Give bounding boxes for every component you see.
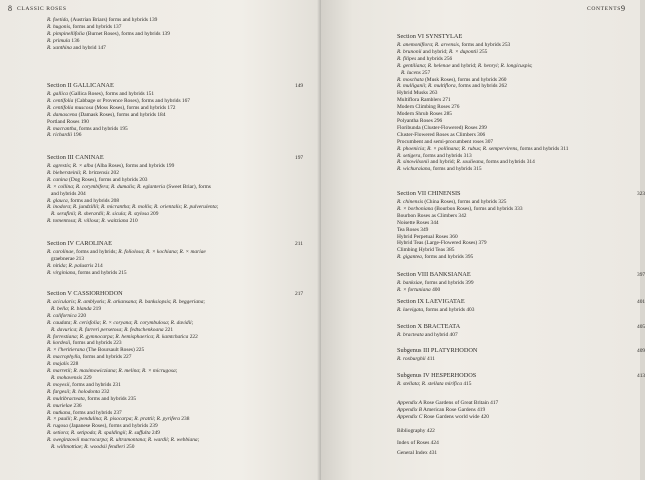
section-page-ref: 401 <box>637 299 645 305</box>
contents-entry: R. californica 220 <box>47 312 87 319</box>
contents-entry: Multiflora Ramblers 271 <box>397 97 451 104</box>
contents-entry: Appendix A Rose Gardens of Great Britain 417 <box>397 400 499 406</box>
contents-entry: R. chinensis (China Roses), forms and hybrids 325 <box>397 199 507 205</box>
left-running-head: CLASSIC ROSES <box>17 6 67 12</box>
contents-entry: General Index 431 <box>397 450 438 456</box>
contents-entry: R. stellata; R. stellata mirifica 415 <box>397 381 472 387</box>
section-title: Section III CANINAE <box>47 154 104 161</box>
section-banksianae <box>397 271 645 294</box>
contents-entry: Portland Roses 190 <box>47 118 89 125</box>
contents-entry: R. × l'heritierana (The Boursault Roses) 225 <box>47 347 145 354</box>
contents-entry: Modern Shrub Roses 285 <box>397 111 452 118</box>
contents-entry: Modern Climbing Roses 276 <box>397 104 460 111</box>
contents-entry: R. mohavensis 229 <box>51 374 92 381</box>
section-bibliography <box>397 428 633 435</box>
section-title: Section VIII BANKSIANAE <box>397 271 471 278</box>
section-page-ref: 197 <box>295 155 304 161</box>
section-appendices <box>397 400 633 421</box>
right-page-number: 9 <box>621 4 625 13</box>
contents-entry: R. bracteata and hybrid 407 <box>397 332 458 338</box>
left-page-number: 8 <box>8 4 12 13</box>
contents-entry: R. kordesii, forms and hybrids 223 <box>47 340 122 347</box>
contents-entry: Hybrid Teas (Large-Flowered Roses) 379 <box>397 240 487 247</box>
left-page <box>0 0 321 480</box>
section-page-ref: 409 <box>637 348 645 354</box>
section-synstylae <box>397 33 633 173</box>
contents-entry: R. xanthina and hybrid 147 <box>47 44 106 51</box>
contents-entry: R. × collina; R. corymbifera; R. dumalis; R. eglanteria (Sweet Briar), forms <box>47 183 211 190</box>
contents-entry: R. glauca, forms and hybrids 208 <box>47 197 120 204</box>
contents-entry: R. sweginzowii macrocarpa; R. ultramontana; R. wardii; R. webbiana; <box>47 437 200 444</box>
contents-entry: Floribunda (Cluster-Flowered) Roses 299 <box>397 124 487 131</box>
contents-entry: R. murielae 236 <box>47 402 82 409</box>
contents-entry: R. moschata (Musk Roses), forms and hybrids 260 <box>397 76 507 83</box>
contents-entry: R. filipes and hybrids 256 <box>397 55 453 62</box>
contents-entry: R. setiora; R. setipoda; R. spaldingii; R. suffulta 249 <box>47 430 160 437</box>
contents-entry: Hybrid Perpetual Roses 360 <box>397 233 458 240</box>
contents-entry: R. nutkana, forms and hybrids 237 <box>47 409 122 416</box>
contents-entry: R. roxburghii 411 <box>397 356 435 362</box>
contents-entry: R. biebersteinii; R. britzensis 202 <box>47 169 119 176</box>
contents-entry: R. davurica; R. farreri persetosa; R. fedtschenkoana 221 <box>51 326 174 333</box>
section-title: Subgenus III PLATYRHODON <box>397 347 478 354</box>
contents-entry: R. inodora; R. jundzillii; R. micrantha; R. mollis; R. orientalis; R. pulverulenta; <box>47 204 219 211</box>
contents-entry: R. anemoniflora; R. arvensis, forms and hybrids 253 <box>397 42 511 48</box>
contents-entry: R. multibracteata, forms and hybrids 235 <box>47 395 137 402</box>
contents-entry: R. sinowilsonii and hybrid; R. soulieana, forms and hybrids 314 <box>397 159 535 166</box>
section-title: Section IX LAEVIGATAE <box>397 298 465 305</box>
section-page-ref: 217 <box>295 291 304 297</box>
contents-entry: R. tomentosa; R. villosa; R. waitziana 210 <box>47 218 138 225</box>
contents-entry: R. virginiana, forms and hybrids 215 <box>47 269 127 276</box>
contents-entry: Noisette Roses 344 <box>397 219 439 226</box>
contents-entry: R. macrantha, forms and hybrids 195 <box>47 125 128 132</box>
section-title: Section VII CHINENSIS <box>397 190 461 197</box>
contents-entry: R. richardii 196 <box>47 132 82 139</box>
section-title: Section II GALLICANAE <box>47 82 114 89</box>
section-top <box>47 17 309 52</box>
contents-entry: Tea Roses 349 <box>397 226 429 233</box>
contents-entry: R. rugosa (Japanese Roses), forms and hybrids 239 <box>47 423 158 430</box>
section-page-ref: 323 <box>637 191 645 197</box>
contents-entry: R. centifolia (Cabbage or Provence Roses), forms and hybrids 167 <box>47 97 190 104</box>
contents-entry: R. bella; R. blanda 219 <box>51 305 102 312</box>
contents-entry: R. forrestiana; R. gymnocarpa; R. hemisphaerica; R. kamtchatica 222 <box>47 333 198 340</box>
section-caninae <box>47 154 309 225</box>
contents-entry: Hybrid Musks 263 <box>397 90 438 97</box>
contents-entry: R. phoenicia; R. × pollinana; R. rubus; R. sempervirens, forms and hybrids 311 <box>397 145 569 152</box>
section-platyrhodon <box>397 347 645 363</box>
section-cassiorhodon <box>47 290 309 451</box>
section-page-ref: 413 <box>637 373 645 379</box>
contents-entry: R. majalis 228 <box>47 361 79 368</box>
contents-entry: R. × borboniana (Bourbon Roses), forms and hybrids 333 <box>397 205 523 212</box>
contents-entry: Procumbent and semi-procumbent roses 307 <box>397 138 494 145</box>
contents-entry: Cluster-Flowered Roses as Climbers 306 <box>397 131 486 138</box>
contents-entry: Bibliography 422 <box>397 428 435 434</box>
contents-entry: Appendix B American Rose Gardens 419 <box>397 406 486 413</box>
right-page <box>321 0 645 480</box>
section-chinensis <box>397 190 645 261</box>
contents-entry: R. setigera, forms and hybrids 313 <box>397 152 472 159</box>
contents-entry: Bourbon Roses as Climbers 342 <box>397 212 467 219</box>
contents-entry: R. moyesii, forms and hybrids 231 <box>47 381 121 388</box>
contents-entry: R. fargesii; R. holodonta 232 <box>47 388 110 395</box>
section-carolinae <box>47 240 309 277</box>
contents-entry: R. hugonis, forms and hybrids 137 <box>47 23 122 30</box>
contents-entry: R. mulliganii; R. multiflora, forms and hybrids 262 <box>397 83 507 90</box>
contents-entry: R. foetida, (Austrian Briars) forms and hybrids 139 <box>47 17 158 23</box>
contents-entry: R. primula 136 <box>47 37 80 44</box>
section-title: Section IV CAROLINAE <box>47 240 112 247</box>
contents-entry: R. lucens 257 <box>401 69 431 76</box>
contents-entry: R. gallica (Gallica Roses), forms and hybrids 151 <box>47 91 155 97</box>
contents-entry: R. wichuraiana, forms and hybrids 315 <box>397 166 482 173</box>
section-page-ref: 397 <box>637 272 645 278</box>
contents-entry: R. gentiliana; R. helenae and hybrid; R. henryi; R. longicuspis; <box>397 62 533 69</box>
contents-entry: R. nitida; R. palustris 214 <box>47 262 103 269</box>
section-page-ref: 405 <box>637 324 645 330</box>
section-title: Section VI SYNSTYLAE <box>397 33 463 40</box>
contents-entry: Appendix C Rose Gardens world wide 420 <box>397 413 489 420</box>
section-laevigatae <box>397 298 645 314</box>
section-gallicanae <box>47 82 309 139</box>
contents-entry: Climbing Hybrid Teas 385 <box>397 247 455 254</box>
contents-entry: R. macrophylla, forms and hybrids 227 <box>47 354 132 361</box>
contents-entry: R. × fortuniana 400 <box>397 286 441 293</box>
contents-entry: R. banksiae, forms and hybrids 399 <box>397 280 474 286</box>
right-running-head: CONTENTS <box>587 6 622 12</box>
section-title: Section X BRACTEATA <box>397 323 461 330</box>
section-title: Section V CASSIORHODON <box>47 290 123 297</box>
section-page-ref: 211 <box>295 241 303 247</box>
contents-entry: R. damascena (Damask Roses), forms and hybrids 184 <box>47 111 166 118</box>
section-index-roses <box>397 440 633 447</box>
section-general-index <box>397 450 633 457</box>
contents-entry: and hybrids 204 <box>51 190 86 197</box>
contents-entry: R. brunonii and hybrid; R. × dupontii 255 <box>397 48 488 55</box>
contents-entry: R. carolinae, forms and hybrids; R. foliolosa; R. × kochiana; R. × mariae <box>47 249 206 255</box>
contents-entry: R. marretii; R. maximowicziana; R. melina; R. × micrugosa; <box>47 368 178 375</box>
section-title: Subgenus IV HESPERHODOS <box>397 372 477 379</box>
contents-entry: R. × paulii; R. pendulina; R. pisocarpa; R. prattii; R. pyrifera 238 <box>47 416 190 423</box>
contents-entry: R. willmottiae; R. woodsii fendleri 250 <box>51 444 135 451</box>
contents-entry: Polyantha Roses 296 <box>397 117 443 124</box>
contents-entry: R. canina (Dog Roses), forms and hybrids 203 <box>47 176 148 183</box>
section-bracteata <box>397 323 645 339</box>
contents-entry: R. caudata; R. cerisfolia; R. × coryana; R. corymbulosa; R. davidii; <box>47 319 194 326</box>
contents-entry: R. agrestis; R. × alba (Alba Roses), forms and hybrids 199 <box>47 163 175 169</box>
contents-entry: R. serafinii; R. sherardii; R. sicula; R. stylosa 209 <box>51 211 159 218</box>
contents-entry: R. gigantea, forms and hybrids 395 <box>397 254 474 261</box>
contents-entry: R. centifolia muscosa (Moss Roses), forms and hybrids 172 <box>47 104 176 111</box>
contents-entry: R. laevigata, forms and hybrids 403 <box>397 307 475 313</box>
contents-entry: Index of Roses 424 <box>397 440 439 446</box>
contents-entry: graebnerae 213 <box>51 255 85 262</box>
section-hesperhodos <box>397 372 645 388</box>
section-page-ref: 149 <box>295 83 304 89</box>
contents-entry: R. pimpinellifolia (Burnet Roses), forms and hybrids 139 <box>47 30 170 37</box>
contents-entry: R. acicularis; R. amblyotis; R. arkansana; R. banksiopsis; R. beggeriana; <box>47 299 205 305</box>
